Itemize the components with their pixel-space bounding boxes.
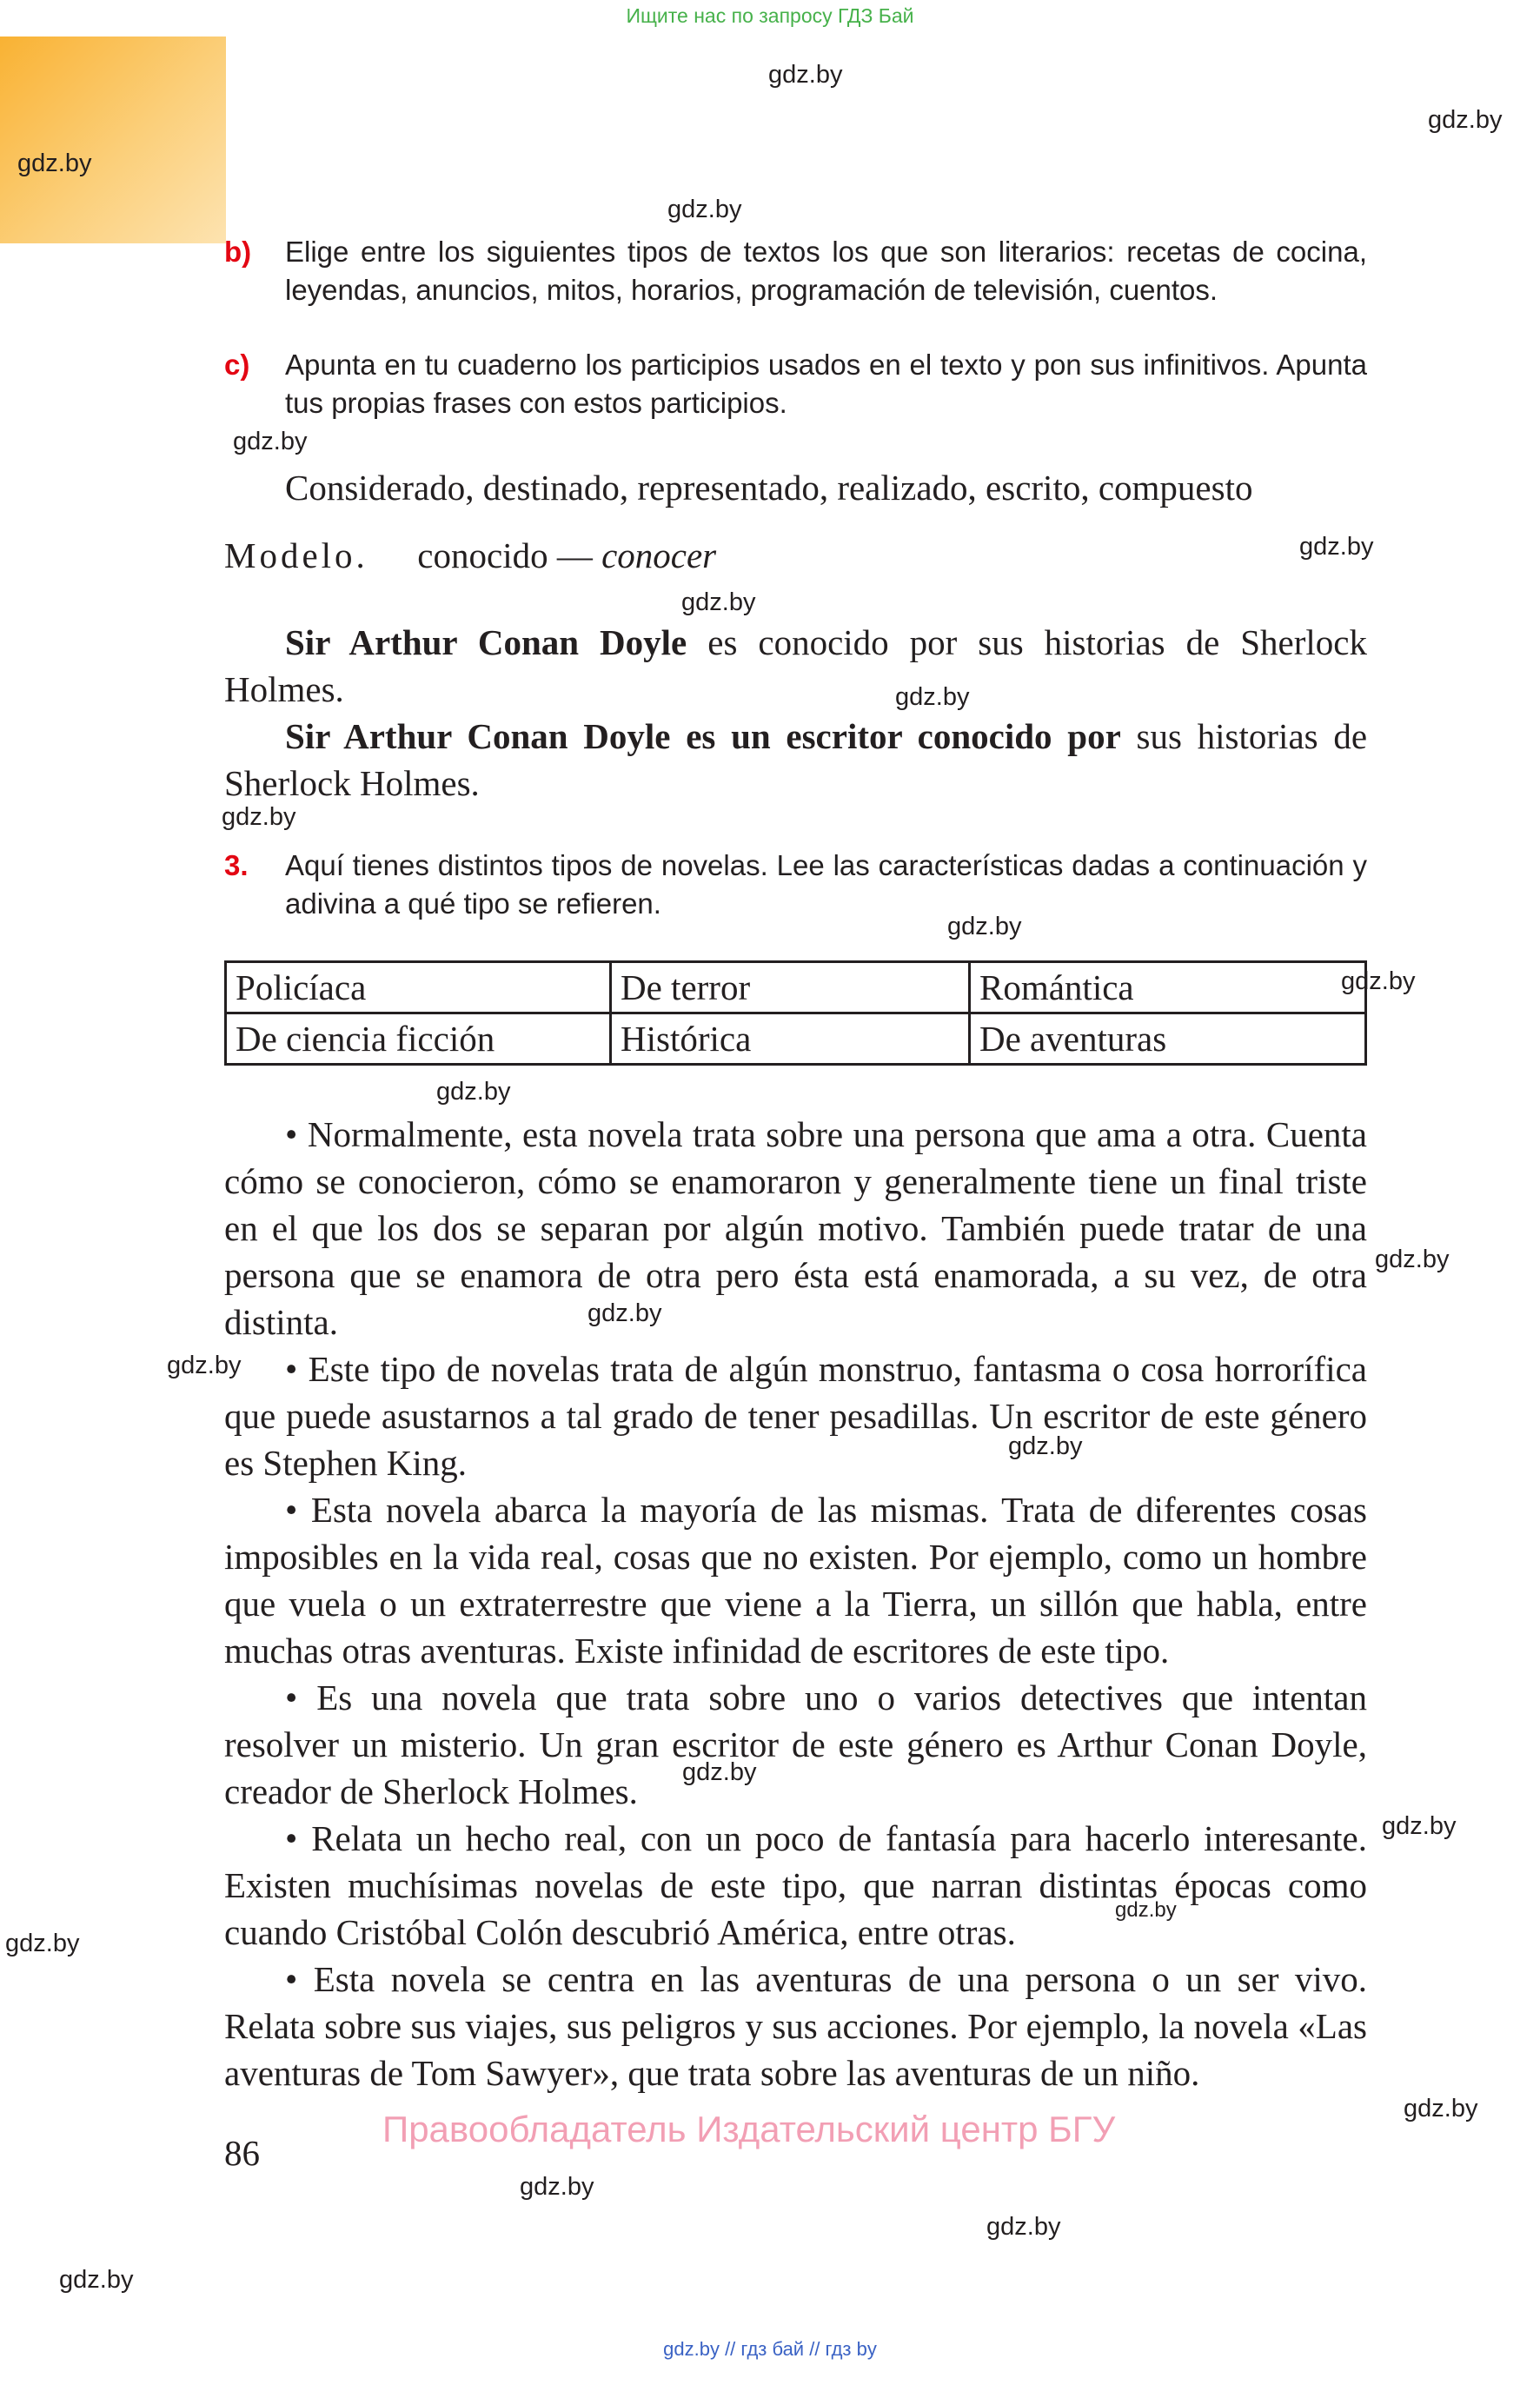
copyright-notice: Правообладатель Издательский центр БГУ bbox=[382, 2109, 1116, 2149]
example-2-bold: Sir Arthur Conan Doyle es un escritor conocido por bbox=[285, 716, 1121, 756]
watermark: gdz.by bbox=[1382, 1812, 1457, 1840]
watermark: gdz.by bbox=[1008, 1432, 1083, 1460]
watermark: gdz.by bbox=[233, 428, 308, 455]
table-cell: Romántica bbox=[970, 962, 1366, 1013]
watermark: gdz.by bbox=[682, 1758, 757, 1786]
task-b-label: b) bbox=[224, 236, 252, 268]
watermark: gdz.by bbox=[895, 683, 970, 711]
participles-list: Considerado, destinado, representado, realizado, escrito, compuesto bbox=[285, 468, 1253, 508]
table-cell: De ciencia ficción bbox=[226, 1013, 611, 1065]
model-line bbox=[224, 532, 1374, 579]
task-c-text: Apunta en tu cuaderno los participios usados en el texto y pon sus infinitivos. Apunta tus propias frases con estos participios. bbox=[285, 349, 1367, 419]
example-1 bbox=[224, 619, 1367, 713]
descriptions bbox=[224, 1111, 1367, 2096]
paragraph: • Normalmente, esta novela trata sobre una persona que ama a otra. Cuenta cómo se conocieron, cómo se enamoraron y generalmente tiene un final triste en el que los dos se separan por algún motivo. También puede tratar de una persona que se enamora de otra pero ésta está enamorada, a su vez, de otra distinta. bbox=[224, 1114, 1367, 1342]
watermark: gdz.by bbox=[768, 61, 843, 89]
watermark: gdz.by bbox=[1375, 1246, 1450, 1273]
watermark: gdz.by bbox=[587, 1299, 662, 1327]
task-3-text: Aquí tienes distintos tipos de novelas. Lee las características dadas a continuación y adivina a qué tipo se refieren. bbox=[285, 849, 1367, 920]
example-2-rest: sus historias de Sherlock Holmes. bbox=[224, 716, 1368, 803]
task-3 bbox=[224, 847, 1367, 923]
watermark: gdz.by bbox=[1299, 533, 1374, 561]
model-participle: conocido — bbox=[417, 535, 593, 575]
watermark: gdz.by bbox=[1341, 967, 1416, 995]
paragraph: • Esta novela abarca la mayoría de las mismas. Trata de diferentes cosas imposibles en la vida real, cosas que no existen. Por ejemplo, como un hombre que vuela o un extraterrestre que viene a la Tierra, un sillón que habla, entre muchas otras aventuras. Existe infinidad de escritores de este tipo. bbox=[224, 1490, 1367, 1671]
model-infinitive: conocer bbox=[601, 535, 717, 575]
task-b bbox=[224, 233, 1367, 309]
watermark: gdz.by bbox=[222, 803, 296, 831]
corner-decoration bbox=[0, 37, 226, 243]
watermark: gdz.by bbox=[59, 2266, 134, 2294]
example-1-rest: es conocido por sus historias de Sherlock Holmes. bbox=[224, 622, 1367, 709]
example-1-bold: Sir Arthur Conan Doyle bbox=[285, 622, 687, 662]
watermark: gdz.by bbox=[17, 149, 92, 177]
table-row bbox=[226, 962, 1366, 1013]
watermark: gdz.by bbox=[436, 1078, 511, 1106]
watermark: gdz.by bbox=[681, 588, 756, 616]
watermark: gdz.by bbox=[947, 913, 1022, 940]
example-2 bbox=[224, 713, 1367, 807]
bottom-links[interactable]: gdz.by // гдз бай // гдз by bbox=[663, 2338, 877, 2360]
task-b-text: Elige entre los siguientes tipos de textos los que son literarios: recetas de cocina, leyendas, anuncios, mitos, horarios, programación de televisión, cuentos. bbox=[285, 236, 1367, 306]
paragraph: • Esta novela se centra en las aventuras de una persona o un ser vivo. Relata sobre sus viajes, sus peligros y sus acciones. Por ejemplo, la novela «Las aventuras de Tom Sawyer», que trata sobre las aventuras de un niño. bbox=[224, 1959, 1367, 2093]
paragraph: • Este tipo de novelas trata de algún monstruo, fantasma o cosa horrorífica que puede asustarnos a tal grado de tener pesadillas. Un escritor de este género es Stephen King. bbox=[224, 1349, 1367, 1483]
novel-types-table bbox=[224, 960, 1367, 1066]
watermark: gdz.by bbox=[986, 2213, 1061, 2241]
watermark: gdz.by bbox=[1428, 106, 1503, 134]
table-cell: De terror bbox=[611, 962, 970, 1013]
watermark: gdz.by bbox=[167, 1352, 242, 1379]
table-row bbox=[226, 1013, 1366, 1065]
task-c-label: c) bbox=[224, 349, 250, 381]
paragraph: • Relata un hecho real, con un poco de fantasía para hacerlo interesante. Existen muchísimas novelas de este tipo, que narran distintas épocas como cuando Cristóbal Colón descubrió América, entre otras. bbox=[224, 1818, 1367, 1952]
table-cell: Policíaca bbox=[226, 962, 611, 1013]
task-c bbox=[224, 346, 1367, 422]
watermark: gdz.by bbox=[5, 1930, 80, 1957]
table-cell: Histórica bbox=[611, 1013, 970, 1065]
watermark: gdz.by bbox=[667, 196, 742, 223]
watermark: gdz.by bbox=[520, 2173, 594, 2201]
page-number: 86 bbox=[224, 2133, 260, 2173]
task-3-label: 3. bbox=[224, 849, 249, 881]
watermark: gdz.by bbox=[1115, 1898, 1177, 1922]
paragraph: • Es una novela que trata sobre uno o varios detectives que intentan resolver un misterio. Un gran escritor de este género es Arthur Conan Doyle, creador de Sherlock Holmes. bbox=[224, 1677, 1367, 1811]
model-label: Modelo. bbox=[224, 535, 368, 575]
watermark: gdz.by bbox=[1404, 2095, 1478, 2123]
top-banner[interactable]: Ищите нас по запросу ГДЗ Бай bbox=[626, 4, 914, 27]
table-cell: De aventuras bbox=[970, 1013, 1366, 1065]
